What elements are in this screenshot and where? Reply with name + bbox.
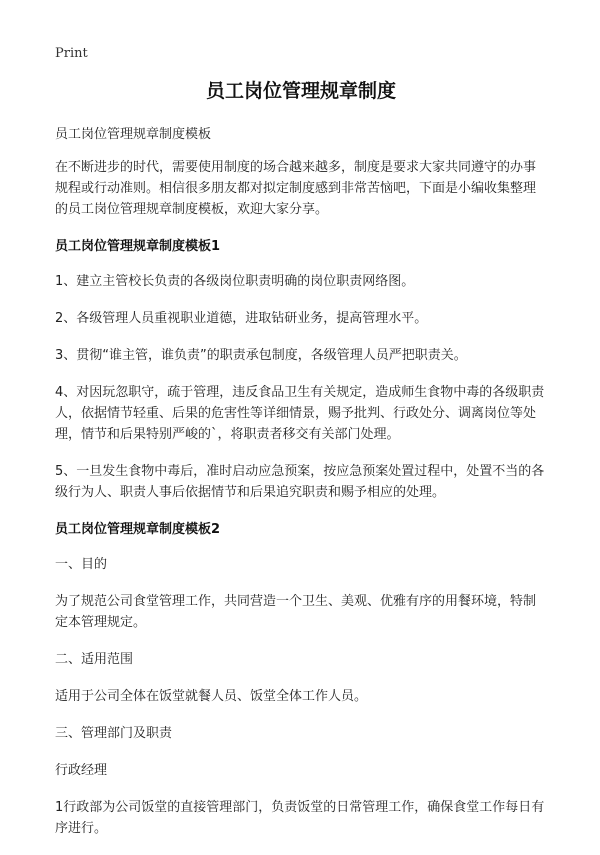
document-subtitle: 员工岗位管理规章制度模板 [55,127,212,142]
section2-heading-scope: 二、适用范围 [55,652,134,667]
section-heading-template-1: 员工岗位管理规章制度模板1 [55,239,221,254]
page-title: 员工岗位管理规章制度 [205,80,396,102]
section2-scope-text: 适用于公司全体在饭堂就餐人员、饭堂全体工作人员。 [55,689,368,704]
section2-heading-departments: 三、管理部门及职责 [55,726,173,741]
section2-heading-purpose: 一、目的 [55,557,108,572]
document-body [55,76,547,855]
section1-item-3: 3、贯彻“谁主管，谁负责”的职责承包制度，各级管理人员严把职责关。 [55,348,467,363]
print-link[interactable]: Print [55,46,88,61]
section1-item-1: 1、建立主管校长负责的各级岗位职责明确的岗位职责网络图。 [55,274,415,289]
section1-item-5: 5、一旦发生食物中毒后，准时启动应急预案，按应急预案处置过程中，处置不当的各级行为人、职责人事后依据情节和后果追究职责和赐予相应的处理。 [55,464,545,500]
section1-item-2: 2、各级管理人员重视职业道德，进取钻研业务，提高管理水平。 [55,311,428,326]
section2-admin-duty-1: 1行政部为公司饭堂的直接管理部门，负责饭堂的日常管理工作，确保食堂工作每日有序进行。 [55,800,545,836]
intro-paragraph: 在不断进步的时代，需要使用制度的场合越来越多，制度是要求大家共同遵守的办事规程或行动准则。相信很多朋友都对拟定制度感到非常苦恼吧，下面是小编收集整理的员工岗位管理规章制度模板，欢迎大家分享。 [55,160,537,217]
section1-item-4: 4、对因玩忽职守，疏于管理，违反食品卫生有关规定，造成师生食物中毒的各级职责人，依据情节轻重、后果的危害性等详细情景，赐予批判、行政处分、调离岗位等处理，情节和后果特别严峻的`，将职责者移交有关部门处理。 [55,385,545,442]
section2-admin-manager: 行政经理 [55,763,108,778]
section2-purpose-text: 为了规范公司食堂管理工作，共同营造一个卫生、美观、优雅有序的用餐环境，特制定本管理规定。 [55,594,537,630]
section-heading-template-2: 员工岗位管理规章制度模板2 [55,522,221,537]
